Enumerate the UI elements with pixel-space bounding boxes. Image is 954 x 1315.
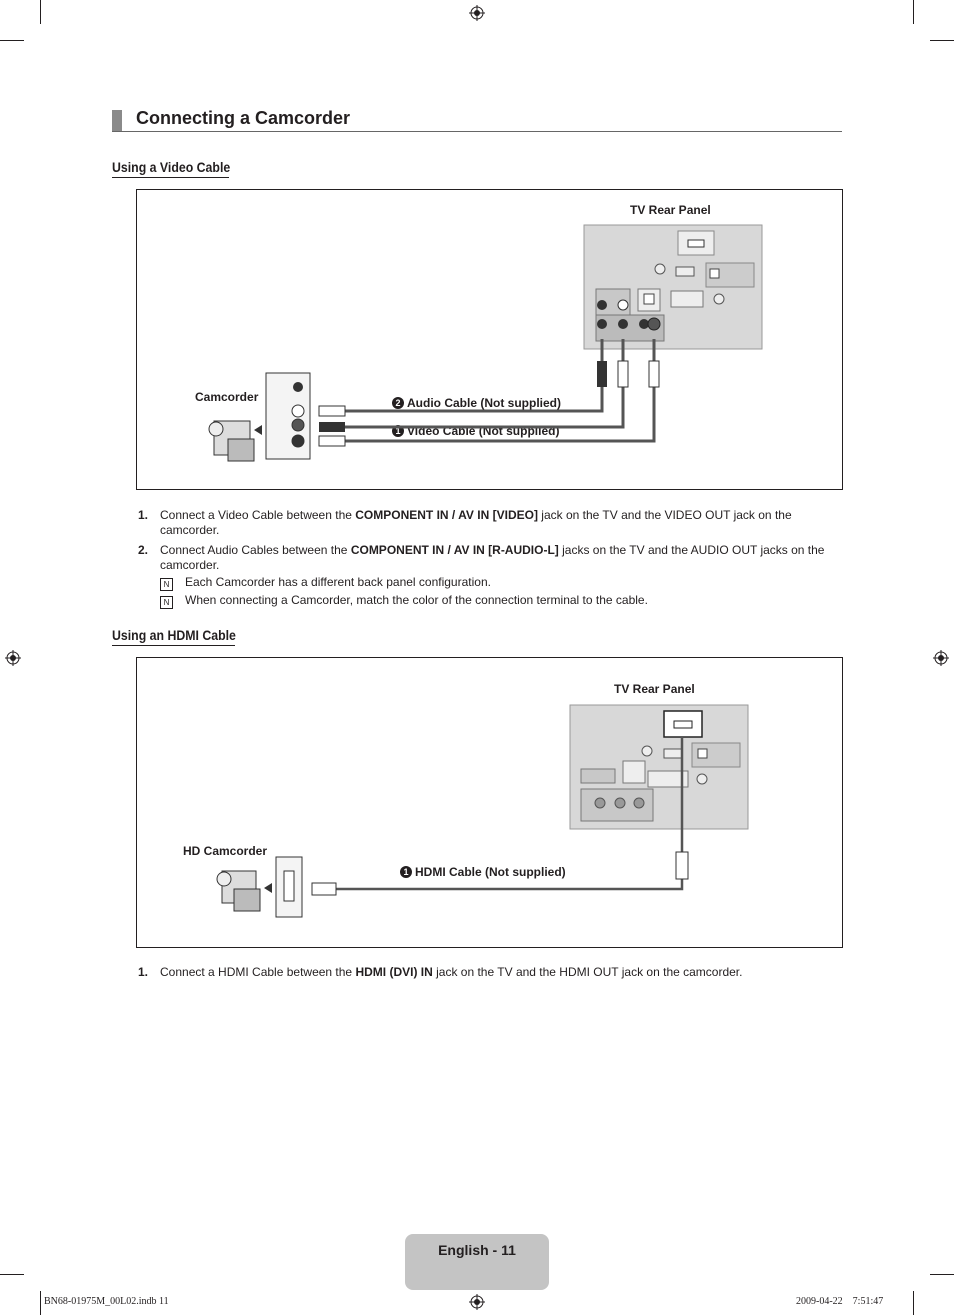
instruction-step: 1. Connect a HDMI Cable between the HDMI (DVI) IN jack on the TV and the HDMI OUT jack on the camcorder.: [138, 965, 743, 979]
tv-rear-panel-label: TV Rear Panel: [614, 682, 695, 696]
crop-mark: [40, 1291, 41, 1315]
registration-mark-icon: [469, 5, 485, 21]
audio-cable: [345, 339, 623, 427]
tv-rear-panel-label: TV Rear Panel: [630, 203, 711, 217]
crop-mark: [913, 1291, 914, 1315]
tv-rear-panel: [570, 705, 748, 829]
page-title: Connecting a Camcorder: [136, 108, 351, 128]
note-item: N Each Camcorder has a different back panel configuration.: [160, 575, 491, 591]
print-timestamp: 2009-04-22 7:51:47: [796, 1296, 884, 1307]
instruction-step: 1. Connect a Video Cable between the COMPONENT IN / AV IN [VIDEO] jack on the TV and the VIDEO OUT jack on the camcorder.: [138, 508, 792, 537]
audio-cable-label: 2 Audio Cable (Not supplied): [392, 396, 561, 410]
crop-mark: [913, 0, 914, 24]
heading-underline: [112, 177, 229, 178]
note-icon: N: [160, 596, 173, 609]
video-section-heading: Using a Video Cable: [112, 159, 231, 175]
crop-mark: [0, 40, 24, 41]
video-cable-label: 1 Video Cable (Not supplied): [392, 424, 559, 438]
note-icon: N: [160, 578, 173, 591]
crop-mark: [930, 40, 954, 41]
camcorder-device: [209, 373, 310, 461]
title-marker: [112, 110, 122, 132]
registration-mark-icon: [469, 1294, 485, 1310]
crop-mark: [0, 1274, 24, 1275]
hd-camcorder-label: HD Camcorder: [183, 844, 268, 858]
hdmi-section-heading: Using an HDMI Cable: [112, 627, 236, 643]
heading-underline: [112, 645, 235, 646]
registration-mark-icon: [933, 650, 949, 666]
hdmi-connection-diagram: [136, 657, 842, 947]
crop-mark: [40, 0, 41, 24]
video-connection-diagram: [136, 189, 842, 489]
page-number: English - 11: [438, 1242, 516, 1258]
title-rule: [112, 131, 842, 132]
registration-mark-icon: [5, 650, 21, 666]
instruction-step: 2. Connect Audio Cables between the COMPONENT IN / AV IN [R-AUDIO-L] jacks on the TV and the AUDIO OUT jacks on the camcorder.: [138, 543, 825, 572]
tv-rear-panel: [584, 225, 762, 349]
hd-camcorder-device: [217, 857, 302, 917]
rca-plug: [319, 361, 659, 446]
hdmi-cable-label: 1 HDMI Cable (Not supplied): [400, 865, 566, 879]
note-item: N When connecting a Camcorder, match the color of the connection terminal to the cable.: [160, 593, 648, 609]
print-file-info: BN68-01975M_00L02.indb 11: [44, 1296, 169, 1307]
crop-mark: [930, 1274, 954, 1275]
camcorder-label: Camcorder: [195, 390, 259, 404]
